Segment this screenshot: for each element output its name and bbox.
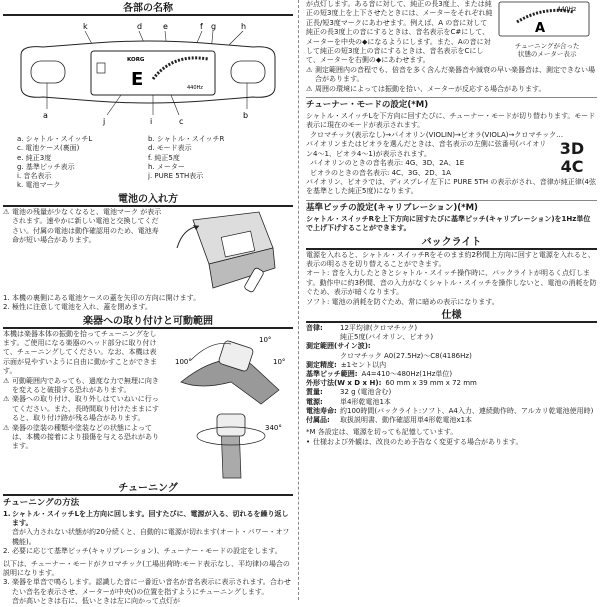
section-specs-heading: 仕様 — [306, 309, 597, 322]
environment-warning: ⚠ 周囲の環境によっては振動を拾い、メーターが反応する場合があります。 — [306, 85, 597, 94]
part-e: e. 純正3度 — [17, 153, 52, 162]
part-g: g. 基準ピッチ表示 — [17, 162, 75, 171]
spec-row: 音律: 12平均律(クロマチック) — [306, 323, 418, 332]
tuner-brand: KORG — [127, 57, 145, 63]
mount-warning-3: ⚠ 楽器の塗装の種類や塗装などの状態によっては、本機の接着により損傷を与える恐れがあります。 — [3, 424, 161, 452]
part-a: a. シャトル・スイッチL — [17, 135, 93, 143]
spec-row: 純正5度(バイオリン、ビオラ) — [340, 333, 434, 342]
label-b: b — [243, 111, 249, 120]
specs-table — [306, 324, 597, 425]
mount-warning-2: ⚠ 楽器への取り付け、取り外しはていねいに行ってください。また、長時間取り付けたままにすると、取り付け跡が残る場合があります。 — [3, 395, 161, 423]
tuning-paragraph: 以下は、チューナー・モードがクロマチック(工場出荷時:モード表示なし、平均律)の場合の説明になります。 — [3, 559, 290, 578]
viola-notes: ビオラのときの音名表示: 4C、3G、2D、1A — [310, 168, 451, 177]
tuning-step-1: 1. シャトル・スイッチLを上方向に回します。回すたびに、電源が入る、切れるを繰り返します。 — [3, 509, 289, 527]
note-display: E — [131, 69, 144, 90]
meter-pitch: 440Hz — [557, 6, 577, 13]
mount-range-illustration — [161, 330, 291, 480]
angle-label-4: 340° — [265, 423, 282, 432]
mode-strings-block — [306, 140, 597, 178]
mode-cycle: クロマチック(表示なし)→バイオリン(VIOLIN)→ビオラ(VIOLA)→クロマチック… — [310, 130, 564, 139]
meter-caption-2: 状態のメーター表示 — [517, 50, 577, 58]
tuned-meter-illustration — [497, 0, 591, 38]
right-column — [306, 0, 597, 600]
spec-row: クロマチック A0(27.5Hz)〜C8(4186Hz) — [340, 351, 472, 360]
backlight-soft: ソフト: 電池の消耗を防ぐため、常に暗めの表示になります。 — [306, 297, 499, 306]
battery-step-2: 2. 極性に注意して電池を入れ、蓋を閉めます。 — [3, 303, 152, 312]
mount-warning-1: ⚠ 可動範囲内であっても、過度な力で無理に向きを変えると破損する恐れがあります。 — [3, 377, 161, 396]
pure5th-paragraph: バイオリン、ビオラでは、ディスプレイ左下に PURE 5TH の表示がされ、音律が純正律(4弦を基準とした純正5度)になります。 — [306, 177, 596, 196]
label-i: i — [150, 117, 153, 126]
range-warning: ⚠ 測定範囲内の音程でも、倍音を多く含んだ楽器音や減衰の早い楽器音は、測定できない場合があります。 — [306, 66, 597, 85]
part-j: j. PURE 5TH表示 — [148, 172, 204, 181]
spec-row: 付属品: 取扱説明書、動作確認用単4形乾電池x1本 — [306, 416, 473, 424]
tuning-continued-text: が点灯します。ある音に対して、純正の長3度上、または純正の短3度上を上下させたときには、メーターをそれぞれ純正長/短3度マークにあわせます。例えば、A の音に対して純正の長3度上の音にするときは、音名表示をC#にして、メーターを中央の◆になるようにします。また、Aの音に対して純正の短3度上の音にするときは、音名表示をCにして、メーターを右側の◆にあわせます。 — [306, 0, 493, 65]
part-f: f. 純正5度 — [148, 153, 180, 162]
shuttle-switch-right[interactable] — [231, 61, 265, 83]
spec-row: 質量: 32 g (電池含む) — [306, 388, 392, 397]
label-e: e — [163, 22, 168, 31]
tuning-step-1-note: 音が入力されない状態が約20分続くと、自動的に電源が切れます(オート・パワー・オフ機能)。 — [12, 528, 290, 546]
violin-string-icon: 3D — [559, 139, 585, 159]
mode-subheading: チューナー・モードの設定(*M) — [306, 97, 597, 111]
angle-label-2: 100° — [175, 357, 192, 366]
parts-list — [3, 135, 293, 191]
mode-paragraph: シャトル・スイッチLを下方向に回すたびに、チューナー・モードが切り替わります。モード表示に現在のモードが表示されます。 — [306, 112, 596, 130]
meter-caption-1: チューニングが合った — [514, 42, 580, 50]
angle-label-1: 10° — [259, 335, 272, 344]
section-backlight-heading: バックライト — [306, 236, 597, 249]
battery-block — [3, 208, 293, 294]
tuning-step-2: 2. 必要に応じて基準ピッチ(キャリブレーション)、チューナー・モードの設定をします。 — [3, 547, 282, 556]
column-divider — [298, 0, 300, 600]
spec-note-1: *M 各設定は、電源を切っても記憶しています。 — [306, 428, 458, 437]
section-tuning-heading: チューニング — [3, 482, 293, 495]
mount-block — [3, 330, 293, 480]
mode-paragraph-2: バイオリンまたはビオラを選んだときは、音名表示の左側に弦番号(バイオリン4〜1、ビオラ4〜1)が表示されます。 — [306, 140, 547, 158]
left-column — [3, 0, 293, 606]
part-d: d. モード表示 — [148, 144, 192, 153]
label-g: g — [211, 22, 217, 31]
label-h: h — [241, 22, 247, 31]
pitch-display: 440Hz — [187, 85, 203, 91]
section-battery-heading: 電池の入れ方 — [3, 193, 293, 206]
spec-row: 電池寿命: 約100時間(バックライト:ソフト、A4入力、連続動作時、アルカリ乾電池使用時) — [306, 406, 594, 415]
part-h: h. メーター — [148, 162, 185, 171]
pitch-subheading: 基準ピッチの設定(キャリブレーション)(*M) — [306, 200, 597, 214]
shuttle-switch-left[interactable] — [31, 61, 65, 83]
spec-row: 基準ピッチ範囲: A4=410〜480Hz(1Hz単位) — [306, 369, 453, 378]
battery-install-illustration — [163, 208, 289, 294]
label-d: d — [137, 22, 143, 31]
label-j: j — [103, 117, 106, 126]
backlight-auto: オート: 音を入力したときとシャトル・スイッチ操作時に、バックライトが明るく点灯します。動作中に約3秒間、音の入力がなくシャトル・スイッチを操作しないと、電池の消耗を防ぐため、表示が暗くなります。 — [306, 269, 597, 297]
label-a: a — [43, 111, 48, 120]
section-names-heading: 各部の名称 — [3, 2, 293, 15]
section-mount-heading: 楽器への取り付けと可動範囲 — [3, 315, 293, 328]
viola-string-icon: 4C — [560, 157, 584, 177]
spec-note-2: • 仕様および外観は、改良のため予告なく変更する場合があります。 — [306, 438, 597, 447]
part-c: c. 電池ケース(裏面) — [17, 144, 80, 153]
label-k: k — [83, 22, 88, 31]
label-c: c — [179, 117, 184, 126]
spec-row: 測定範囲(サイン波): — [306, 342, 371, 351]
battery-warning: ⚠ 電池の残量が少なくなると、電池マーク が表示されます。速やかに新しい電池と交換してください。付属の電池は動作確認用のため、電池寿命が短い場合があります。 — [3, 208, 163, 246]
spec-row: 測定精度: ±1セント以内 — [306, 360, 387, 369]
label-f: f — [200, 22, 203, 31]
pitch-paragraph: シャトル・スイッチRを上下方向に回すたびに基準ピッチ(キャリブレーション)を1Hz単位で上げ下げすることができます。 — [306, 214, 591, 233]
tuning-subheading: チューニングの方法 — [3, 497, 80, 508]
mount-paragraph: 本機は楽器本体の振動を拾ってチューニングをします。ご使用になる楽器のヘッド部分に取り付けて、チューニングしてください。なお、本機は表示面が見やすいように自由に動かすことができます。 — [3, 329, 157, 376]
meter-continued-block — [306, 0, 597, 66]
battery-step-1: 1. 本機の裏側にある電池ケースの蓋を矢印の方向に開けます。 — [3, 293, 201, 302]
spec-row: 電源: 単4形乾電池1本 — [306, 397, 391, 406]
part-k: k. 電池マーク — [17, 181, 61, 190]
backlight-paragraph: 電源を入れると、シャトル・スイッチRをそのまま約2秒間上方向に回すと電源を入れると、表示の明るさを切り替えることができます。 — [306, 250, 595, 268]
violin-notes: バイオリンのときの音名表示: 4G、3D、2A、1E — [310, 159, 465, 168]
tuning-step-3-cont: 音が高いときは右に、低いときは左に向かって点灯が — [12, 597, 180, 606]
angle-label-3: 10° — [273, 357, 286, 366]
tuning-step-3: 3. 楽器を単音で鳴らします。認識した音に一番近い音名が音名表示に表示されます。合わせたい音名を表示させ、メーターが中央()の位置を指すようにチューニングします。 — [3, 578, 291, 596]
part-i: i. 音名表示 — [17, 172, 52, 181]
tuner-diagram — [3, 17, 293, 129]
part-b: b. シャトル・スイッチR — [148, 135, 225, 143]
spec-row: 外形寸法(W x D x H): 60 mm x 39 mm x 72 mm — [306, 379, 477, 388]
meter-note: A — [535, 21, 546, 36]
